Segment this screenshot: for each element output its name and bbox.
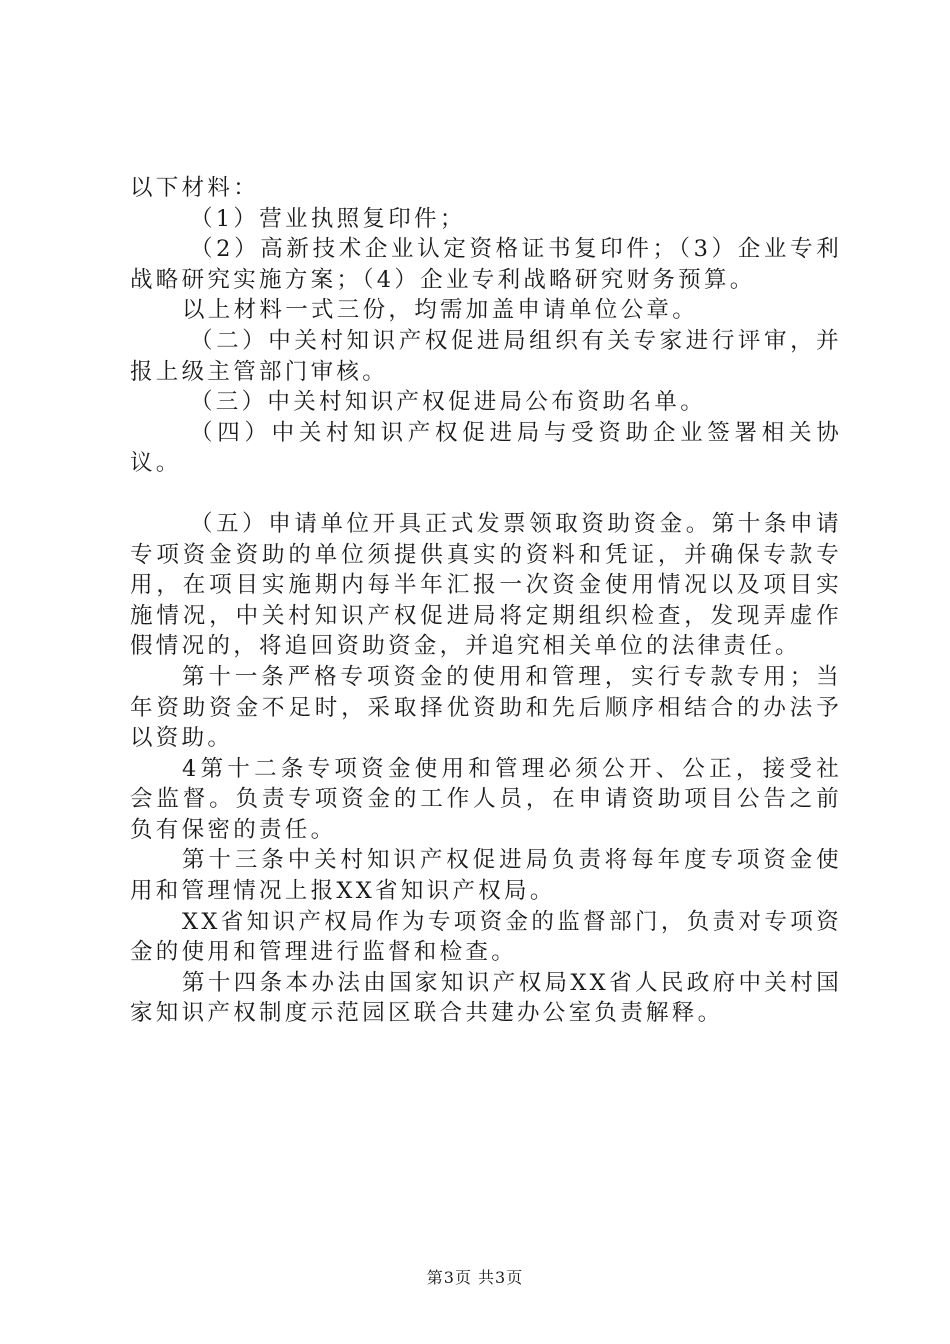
paragraph-article-12: 4第十二条专项资金使用和管理必须公开、公正，接受社会监督。负责专项资金的工作人员，在申请资助项目公告之前负有保密的责任。 xyxy=(130,755,842,843)
paragraph-article-13: 第十三条中关村知识产权促进局负责将每年度专项资金使用和管理情况上报XX省知识产权局。 xyxy=(130,847,842,905)
paragraph-step-4: （四）中关村知识产权促进局与受资助企业签署相关协议。 xyxy=(130,419,842,477)
paragraph-supervision: XX省知识产权局作为专项资金的监督部门，负责对专项资金的使用和管理进行监督和检查。 xyxy=(130,908,842,966)
page-number-footer: 第3页 共3页 xyxy=(426,1268,524,1287)
paragraph-step-3: （三）中关村知识产权促进局公布资助名单。 xyxy=(190,389,707,416)
paragraph-step-5-article-10: （五）申请单位开具正式发票领取资助资金。第十条申请专项资金资助的单位须提供真实的资料和凭证，并确保专款专用，在项目实施期内每半年汇报一次资金使用情况以及项目实施情况，中关村知识产权促进局将定期组织检查，发现弄虚作假情况的，将追回资助资金，并追究相关单位的法律责任。 xyxy=(130,510,842,660)
paragraph-item-1: （1）营业执照复印件； xyxy=(190,205,466,232)
paragraph-copies-note: 以上材料一式三份，均需加盖申请单位公章。 xyxy=(182,297,699,324)
paragraph-step-2: （二）中关村知识产权促进局组织有关专家进行评审，并报上级主管部门审核。 xyxy=(130,327,842,385)
paragraph-materials-intro: 以下材料： xyxy=(130,175,260,201)
document-body xyxy=(130,173,842,1029)
paragraph-article-11: 第十一条严格专项资金的使用和管理，实行专款专用；当年资助资金不足时，采取择优资助和先后顺序相结合的办法予以资助。 xyxy=(130,663,842,752)
paragraph-items-2-4: （2）高新技术企业认定资格证书复印件；（3）企业专利战略研究实施方案；（4）企业专利战略研究财务预算。 xyxy=(130,236,842,293)
paragraph-article-14: 第十四条本办法由国家知识产权局XX省人民政府中关村国家知识产权制度示范园区联合共建办公室负责解释。 xyxy=(130,969,842,1027)
